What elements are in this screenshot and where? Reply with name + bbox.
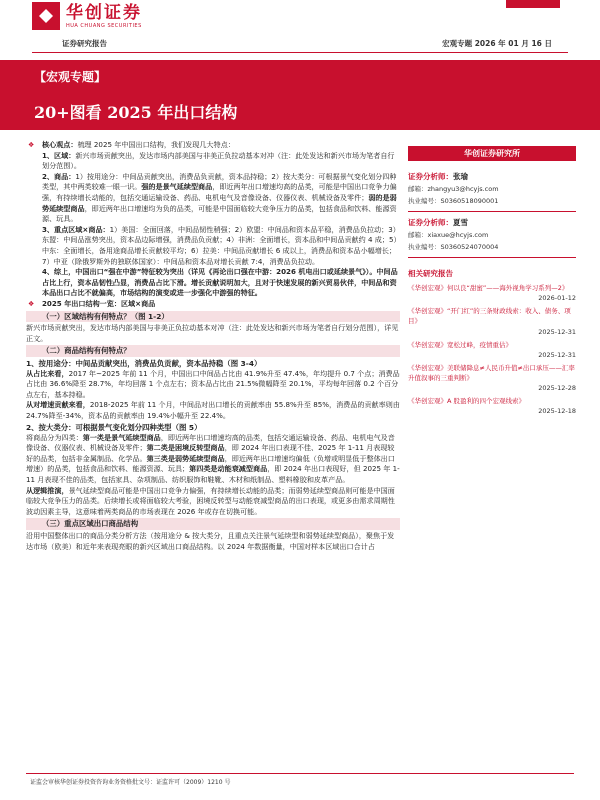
bullet-icon: ❖ — [28, 299, 35, 308]
related-report-link[interactable]: 《华创宏观》宽松过峰，疫情重估》 — [408, 340, 512, 349]
report-type: 证券研究报告 — [62, 39, 107, 48]
company-logo — [32, 2, 142, 30]
section-heading-goods: （二）商品结构有何特点？ — [26, 345, 400, 357]
related-reports-heading: 相关研究报告 — [408, 269, 453, 278]
analyst-2: 证券分析师：夏雪 邮箱：xiaxue@hcyjs.com 执业编号：S0360524070004 — [408, 217, 576, 253]
logic-paragraph: 从逻辑推演，景气延续型商品可能是中国出口竞争力偏强，有持续增长动能的品类；而弱势延续型商品则可能是中国面临较大竞争压力的品类。后续增长或将面临较大考验，困境反转型与动能衰减型商品的出口表现，或更多由需求周期性波动因素主导，这意味着两类商品的市场表现在 2026 年或存在切换可能。 — [26, 485, 395, 516]
related-report-date: 2025-12-28 — [538, 384, 576, 393]
overview-heading: ❖ 2025 年出口结构一览：区域×商品 — [28, 298, 156, 308]
share-paragraph: 从占比来看，2017 年~2025 年前 11 个月，中国出口中间品占比由 41.9%升至 47.4%，年均提升 0.7 个点；消费品占比由 36.6%降至 28.7%，年均回落 1 个点左右；资本品占比由 21.5%微幅降至 20.1%，平均每年回落 0.2 个百分点左右，基本持稳。 — [26, 368, 400, 399]
report-tag: 【宏观专题】 — [34, 70, 107, 84]
report-category-date: 宏观专题 2026 年 01 月 16 日 — [442, 39, 552, 48]
region-paragraph: 1、区域：新兴市场贡献突出，发达市场内部美国与非美正负拉动基本对冲（注：此处发达和新兴市场为笔者自行划分范围）。 — [42, 150, 395, 171]
region-goods-paragraph: 3、重点区域×商品：1）美国：全面回落，中间品韧性稍强；2）欧盟：中间品和资本品平稳，消费品负拉动；3）东盟：中间品涨势突出，资本品边际增强，消费品负贡献；4）非洲：全面增长，资本品和中间品贡献约 4 成；5）中东：全面增长，备用途商品增长贡献较平均；6）拉美：中间品贡献增长 6 成以上，消费品和资本品小幅增长；7）中亚（除俄罗斯外的独联体国家）：中间品和资本品对增长贡献 7:4，消费品负拉动。 — [42, 224, 400, 266]
analyst-name: 夏雪 — [453, 218, 468, 227]
analyst-name: 张瑜 — [453, 172, 468, 181]
corner-tab — [506, 0, 560, 8]
analyst-1: 证券分析师：张瑜 邮箱：zhangyu3@hcyjs.com 执业编号：S0360518090001 — [408, 171, 576, 207]
sidebar-divider — [408, 211, 576, 212]
bullet-icon: ❖ — [28, 141, 35, 149]
core-view-paragraph: ❖ 核心观点：梳理 2025 年中国出口结构，我们发现几大特点： — [28, 140, 235, 149]
contribution-paragraph: 从对增速贡献来看，2018-2025 年前 11 个月，中间品对出口增长的贡献率由 55.8%升至 85%，消费品的贡献率则由 24.7%降至-34%，资本品的贡献率由 19.4%小幅升至 22.4%。 — [26, 400, 400, 421]
analyst-email: 邮箱：xiaxue@hcyjs.com — [408, 231, 489, 239]
goods-paragraph: 2、商品：1）按用途分：中间品贡献突出，消费品负贡献，资本品持稳；2）按大类分：可根据景气变化划分四种类型，其中两类较难一眼一识。强的是景气延续型商品，即近两年出口增速均高的品类，可能是中国出口竞争力偏强，有持续增长动能的，包括交通运输设备、药品、电机电气及音像设备、仪器仪表、机械设备及零件；弱的是弱势延续型商品，即近两年出口增速均为负的品类，可能是中国面临较大竞争压力的品类，包括食品和饮料、能源资源、玩具。 — [42, 171, 397, 224]
main-content — [26, 140, 400, 552]
summary-paragraph: 4、综上，中国出口“强在中游”特征较为突出（详见《再论出口强在中游：2026 机电出口或延续景气》）。中间品占比上行，资本品韧性凸显，消费品占比下滑。增长贡献说明加大，且对于快速发展的新兴贸易伙伴，中间品和资本品出口占比不就偏高，市场结构的演变或进一步强化中游强的特征。 — [42, 267, 398, 298]
subheading-by-category: 2、按大类分：可根据景气变化划分四种类型（图 5） — [26, 422, 202, 432]
region-detail-paragraph: 新兴市场贡献突出，发达市场内部美国与非美正负拉动基本对冲（注：此处发达和新兴市场为笔者自行划分范围），详见正文。 — [26, 323, 399, 343]
logo-name-cn: 华创证券 — [66, 3, 142, 23]
related-report-date: 2025-12-31 — [538, 350, 576, 359]
analyst-email: 邮箱：zhangyu3@hcyjs.com — [408, 185, 499, 193]
section-heading-key-regions: （三）重点区域出口商品结构 — [26, 518, 400, 530]
related-report-link[interactable]: 《华创宏观》美联储降息≠人民币升值≠出口承压——汇率升值叙事的三重判断》 — [408, 363, 575, 383]
sidebar — [408, 146, 576, 416]
related-reports-list — [408, 283, 576, 416]
related-report-date: 2025-12-18 — [538, 407, 576, 416]
analyst-cert: 执业编号：S0360524070004 — [408, 243, 499, 251]
related-report-date: 2025-12-31 — [538, 327, 576, 336]
related-report-link[interactable]: 《华创宏观》“开门红”的三条财政线索：收入、债务、项目》 — [408, 307, 571, 326]
logo-mark-icon — [32, 2, 60, 30]
key-regions-paragraph: 沿用中国整体出口的商品分类分析方法（按用途分 & 按大类分，且重点关注景气延续型和弱势延续型商品），聚焦于发达市场（欧美）和近年来表现亮眼的新兴区域出口商品结构。以 2024 年数据衡量，中国对样本区域出口合计占 — [26, 530, 395, 551]
header-divider — [32, 52, 568, 53]
footer-divider — [26, 773, 574, 774]
analyst-cert: 执业编号：S0360518090001 — [408, 197, 499, 205]
report-title: 20+图看 2025 年出口结构 — [34, 103, 238, 122]
four-types-paragraph: 将商品分为四类：第一类是景气延续型商品，即近两年出口增速均高的品类，包括交通运输设备、药品、电机电气及音像设备、仪器仪表、机械设备及零件；第二类是困境反转型商品，即 2024 年出口表现不佳、2025 年 1-11 月表现较好的品类，包括非金属制品、化学品。第三类是弱势延续型商品，即近两年出口增速均偏低（负增或明显低于整体出口增速）的品类，包括食品和饮料、能源资源、玩具；第四类是动能衰减型商品，即 2024 年出口表现好，但 2025 年 1-11 月表现不佳的品类，包括家具、杂项制品、纺织服饰和鞋靴、木材和纸制品、塑料橡胶和皮革产品。 — [26, 432, 400, 485]
footer-disclaimer: 证监会审核华创证券投资咨询业务资格批文号：证监许可（2009）1210 号 — [30, 779, 231, 786]
related-report-date: 2026-01-12 — [538, 294, 576, 303]
title-banner — [0, 60, 600, 130]
logo-name-en: HUA CHUANG SECURITIES — [66, 23, 142, 29]
sidebar-divider — [408, 257, 576, 258]
section-heading-region: （一）区域结构有何特点？（图 1-2） — [26, 311, 400, 323]
subheading-by-use: 1、按用途分：中间品贡献突出，消费品负贡献，资本品持稳（图 3-4） — [26, 358, 262, 368]
report-header — [0, 0, 600, 52]
related-report-link[interactable]: 《华创宏观》何以良“甜蜜”——海外视角学习系列—2》 — [408, 284, 569, 292]
related-report-link[interactable]: 《华创宏观》A 股盈利的四个宏观线索》 — [408, 397, 526, 406]
institute-header: 华创证券研究所 — [408, 146, 576, 161]
